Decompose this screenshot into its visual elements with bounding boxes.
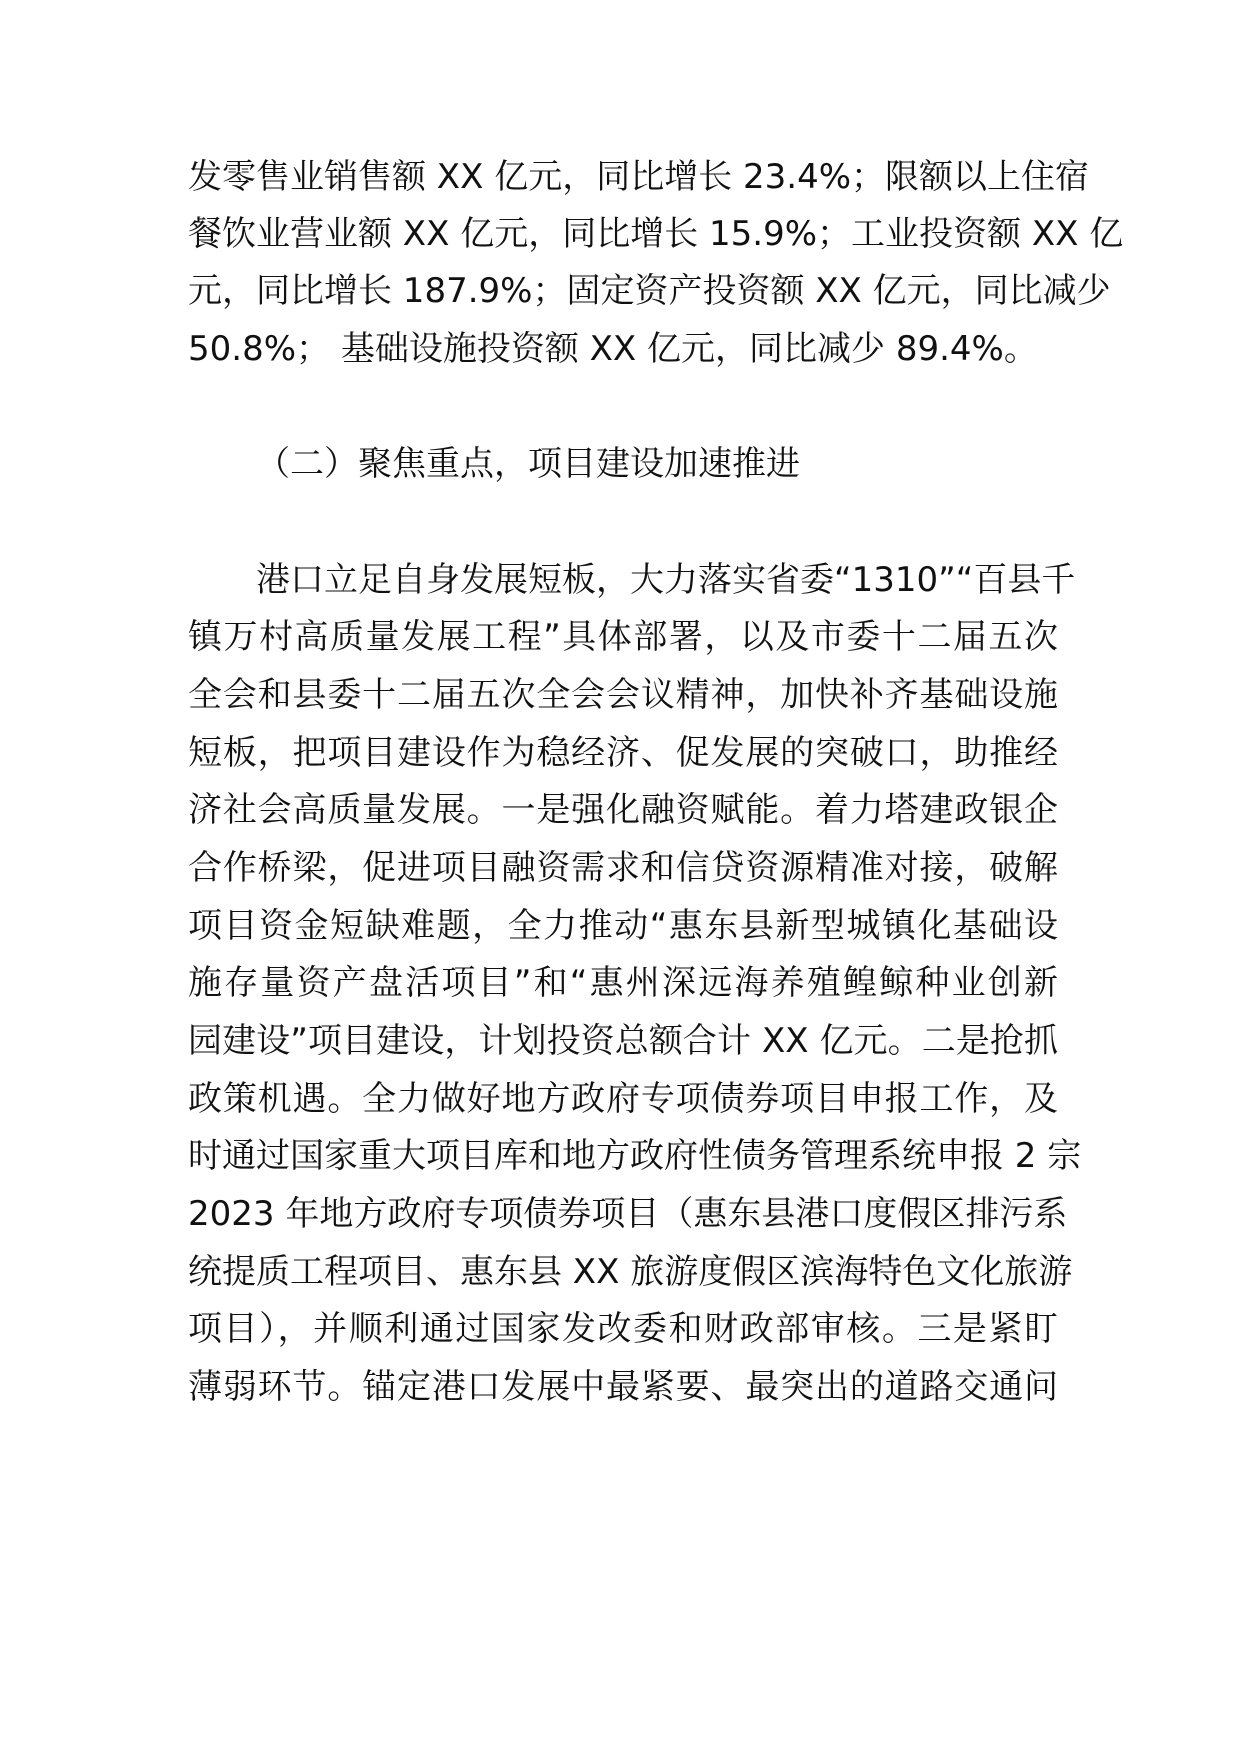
- text-line: 港口立足自身发展短板，大力落实省委“1310”“百县千: [256, 560, 1076, 600]
- text-line: 薄弱环节。锚定港口发展中最紧要、最突出的道路交通问: [188, 1367, 1058, 1407]
- text-line: 2023 年地方政府专项债券项目（惠东县港口度假区排污系: [188, 1194, 1068, 1234]
- text-line: 镇万村高质量发展工程”具体部署，以及市委十二届五次: [188, 617, 1058, 657]
- text-line: 项目），并顺利通过国家发改委和财政部审核。三是紧盯: [188, 1309, 1058, 1349]
- text-line: 施存量资产盘活项目”和“惠州深远海养殖鳇鲸种业创新: [188, 963, 1058, 1003]
- text-line: 餐饮业营业额 XX 亿元，同比增长 15.9%；工业投资额 XX 亿: [188, 214, 1124, 254]
- text-line: 政策机遇。全力做好地方政府专项债券项目申报工作，及: [188, 1079, 1058, 1119]
- text-line: 济社会高质量发展。一是强化融资赋能。着力塔建政银企: [188, 790, 1058, 830]
- text-line: 短板，把项目建设作为稳经济、促发展的突破口，助推经: [188, 733, 1058, 773]
- text-line: 50.8%； 基础设施投资额 XX 亿元，同比减少 89.4%。: [188, 329, 1038, 369]
- text-line: 时通过国家重大项目库和地方政府性债务管理系统申报 2 宗: [188, 1136, 1082, 1176]
- text-line: 统提质工程项目、惠东县 XX 旅游度假区滨海特色文化旅游: [188, 1252, 1073, 1292]
- section-heading: （二）聚焦重点，项目建设加速推进: [256, 444, 800, 484]
- text-line: 园建设”项目建设，计划投资总额合计 XX 亿元。二是抢抓: [188, 1021, 1058, 1061]
- text-line: 项目资金短缺难题，全力推动“惠东县新型城镇化基础设: [188, 906, 1058, 946]
- text-line: 元，同比增长 187.9%；固定资产投资额 XX 亿元，同比减少: [188, 271, 1111, 311]
- text-line: 全会和县委十二届五次全会会议精神，加快补齐基础设施: [188, 675, 1058, 715]
- text-line: 合作桥梁，促进项目融资需求和信贷资源精准对接，破解: [188, 848, 1058, 888]
- text-line: 发零售业销售额 XX 亿元，同比增长 23.4%；限额以上住宿: [188, 157, 1090, 197]
